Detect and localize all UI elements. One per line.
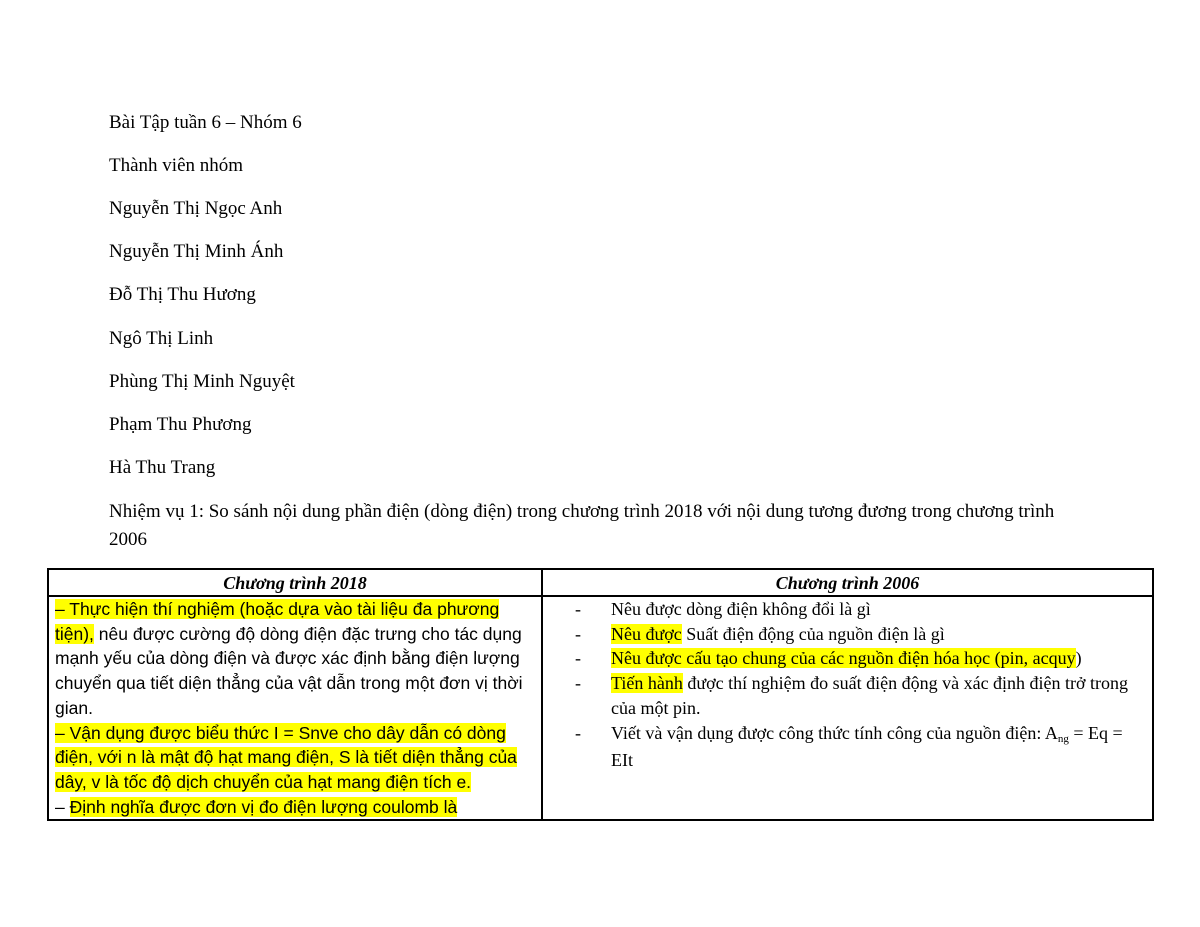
plain-text: = Eq = EIt [611,722,1123,771]
list-item [575,721,1146,773]
plain-text: – [55,796,70,817]
member-name: Nguyễn Thị Minh Ánh [109,241,284,263]
member-name: Phạm Thu Phương [109,413,252,435]
paragraph-2018-3 [55,795,535,820]
list-item [575,597,1146,622]
highlighted-text: Định nghĩa được đơn vị đo điện lượng coulomb là [69,796,458,817]
list-item [575,622,1146,647]
header-2018: Chương trình 2018 [48,569,542,596]
member-name: Nguyễn Thị Ngọc Anh [109,198,283,219]
highlighted-text: Tiến hành [611,673,683,694]
table-header-row [48,569,1153,596]
plain-text: Suất điện động của nguồn điện là gì [681,623,945,644]
subscript-text: ng [1057,732,1069,745]
plain-text: ) [1075,648,1082,669]
highlighted-text: Nêu được [611,623,682,644]
header-2006: Chương trình 2006 [542,569,1153,596]
paragraph-2018-1 [55,597,535,721]
comparison-table [47,568,1154,821]
member-name: Đỗ Thị Thu Hương [109,284,256,306]
cell-2006 [542,596,1153,820]
list-item [575,646,1146,671]
table-row [48,596,1153,820]
member-name: Phùng Thị Minh Nguyệt [109,370,295,392]
plain-text: nêu được cường độ dòng điện đặc trưng cho tác dụng mạnh yếu của dòng điện và được xác định bằng điện lượng chuyển qua tiết diện thẳng của vật dẫn trong một đơn vị thời gian. [55,623,523,718]
cell-2018 [48,596,542,820]
highlighted-text: – Vận dụng được biểu thức I = Snve cho dây dẫn có dòng điện, với n là mật độ hạt mang điện, S là tiết diện thẳng của dây, v là tốc độ dịch chuyển của hạt mang điện tích e. [55,722,517,792]
member-list [109,197,295,499]
plain-text: được thí nghiệm đo suất điện động và xác định điện trở trong của một pin. [611,673,1129,718]
list-2006 [549,597,1146,773]
member-name: Ngô Thị Linh [109,327,214,349]
plain-text: Nêu được dòng điện không đổi là gì [611,599,871,619]
paragraph-2018-2 [55,721,535,795]
member-name: Hà Thu Trang [109,457,216,479]
task-description: Nhiệm vụ 1: So sánh nội dung phần điện (dòng điện) trong chương trình 2018 với nội dung tương đương trong chương trình 2006 [109,501,1055,550]
list-item [575,671,1146,720]
document-title: Bài Tập tuần 6 – Nhóm 6 [109,112,302,133]
highlighted-text: Nêu được cấu tạo chung của các nguồn điện hóa học (pin, acquy [611,648,1076,669]
plain-text: Viết và vận dụng được công thức tính công của nguồn điện: A [611,722,1058,743]
highlighted-text: – Thực hiện thí nghiệm (hoặc dựa vào tài liệu đa phương tiện), [55,599,500,644]
members-heading: Thành viên nhóm [109,155,244,176]
